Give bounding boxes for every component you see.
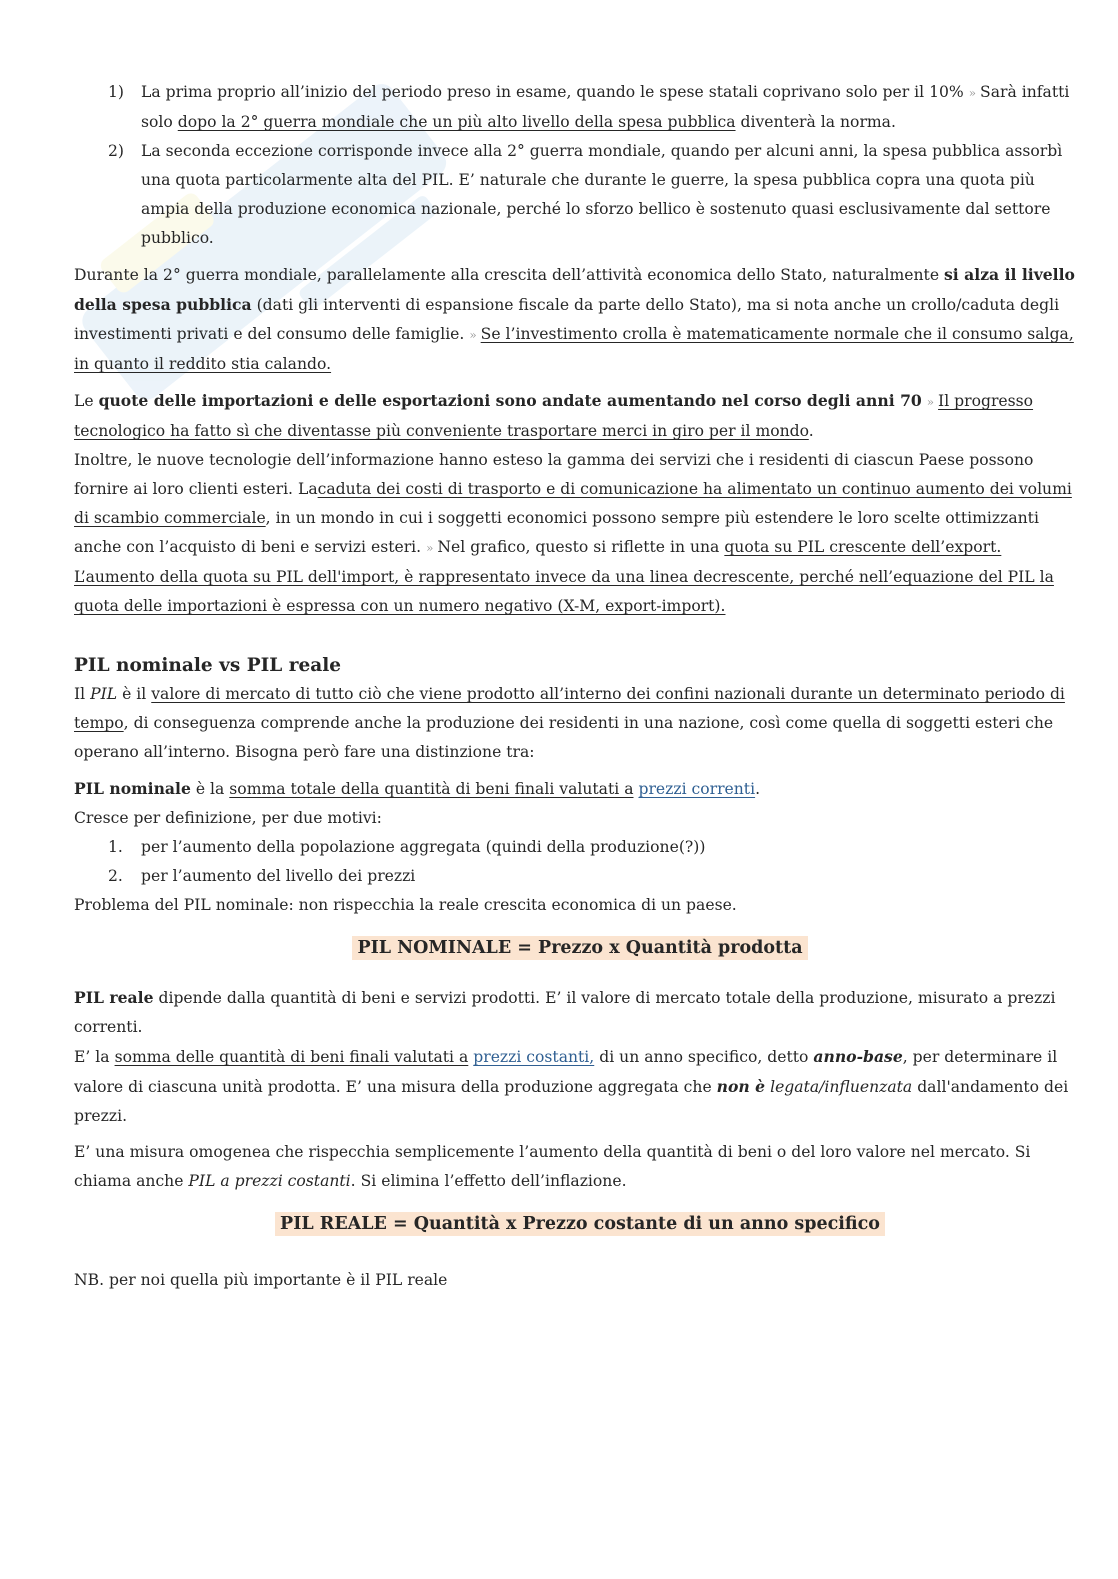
arrow-icon: » — [926, 395, 934, 409]
paragraph: Problema del PIL nominale: non rispecchia la reale crescita economica di un paese. — [74, 896, 737, 914]
formula-reale: PIL REALE = Quantità x Prezzo costante di un anno specifico — [74, 1210, 1086, 1239]
arrow-icon: » — [968, 86, 976, 100]
note: NB. per noi quella più importante è il PIL reale — [74, 1271, 448, 1289]
list-item: 1) La prima proprio all’inizio del periodo preso in esame, quando le spese statali coprivano solo per il 10% » Sarà infatti solo dopo la 2° guerra mondiale che un più alto livello della spesa pubblica diventerà la norma. — [108, 83, 1070, 131]
paragraph: PIL reale dipende dalla quantità di beni e servizi prodotti. E’ il valore di mercato totale della produzione, misurato a prezzi correnti. — [74, 988, 1056, 1036]
list-item: 2. per l’aumento del livello dei prezzi — [108, 867, 416, 885]
paragraph: Cresce per definizione, per due motivi: — [74, 809, 382, 827]
link-prezzi-costanti[interactable]: prezzi costanti, — [473, 1048, 595, 1066]
paragraph: E’ una misura omogenea che rispecchia semplicemente l’aumento della quantità di beni o del loro valore nel mercato. Si chiama anche PIL a prezzi costanti. Si elimina l’effetto dell’inflazione. — [74, 1143, 1031, 1190]
document-body — [74, 78, 1086, 1295]
list-item: 2) La seconda eccezione corrisponde invece alla 2° guerra mondiale, quando per alcuni anni, la spesa pubblica assorbì una quota particolarmente alta del PIL. E’ naturale che durante le guerre, la spesa pubblica copra una quota più ampia della produzione economica nazionale, perché lo sforzo bellico è sostenuto quasi esclusivamente dal settore pubblico. — [108, 142, 1063, 247]
list-item: 1. per l’aumento della popolazione aggregata (quindi della produzione(?)) — [108, 838, 706, 856]
arrow-icon: » — [426, 541, 433, 555]
paragraph: Inoltre, le nuove tecnologie dell’informazione hanno esteso la gamma dei servizi che i residenti di ciascun Paese possono fornire ai loro clienti esteri. Lacaduta dei costi di trasporto e di comunicazione ha alimentato un continuo aumento dei volumi di scambio commerciale, in un mondo in cui i soggetti economici possono sempre più estendere le loro scelte ottimizzanti anche con l’acquisto di beni e servizi esteri. » Nel grafico, questo si riflette in una quota su PIL crescente dell’export. L’aumento della quota su PIL dell'import, è rappresentato invece da una linea decrescente, perché nell’equazione del PIL la quota delle importazioni è espressa con un numero negativo (X-M, export-import). — [74, 451, 1072, 615]
link-prezzi-correnti[interactable]: prezzi correnti — [638, 780, 756, 798]
formula-nominale: PIL NOMINALE = Prezzo x Quantità prodotta — [74, 934, 1086, 963]
paragraph: Le quote delle importazioni e delle esportazioni sono andate aumentando nel corso degli anni 70 » Il progresso tecnologico ha fatto sì che diventasse più conveniente trasportare merci in giro per il mondo. — [74, 391, 1034, 440]
paragraph: PIL nominale è la somma totale della quantità di beni finali valutati a prezzi correnti. — [74, 779, 761, 798]
paragraph: Il PIL è il valore di mercato di tutto ciò che viene prodotto all’interno dei confini nazionali durante un determinato periodo di tempo, di conseguenza comprende anche la produzione dei residenti in una nazione, così come quella di soggetti esteri che operano all’interno. Bisogna però fare una distinzione tra: — [74, 685, 1065, 761]
paragraph: E’ la somma delle quantità di beni finali valutati a prezzi costanti, di un anno specifico, detto anno-base, per determinare il valore di ciascuna unità prodotta. E’ una misura della produzione aggregata che non è legata/influenzata dall'andamento dei prezzi. — [74, 1047, 1069, 1125]
paragraph: Durante la 2° guerra mondiale, parallelamente alla crescita dell’attività economica dello Stato, naturalmente si alza il livello della spesa pubblica (dati gli interventi di espansione fiscale da parte dello Stato), ma si nota anche un crollo/caduta degli investimenti privati e del consumo delle famiglie. » Se l’investimento crolla è matematicamente normale che il consumo salga, in quanto il reddito stia calando. — [74, 265, 1075, 373]
arrow-icon: » — [469, 328, 476, 342]
section-heading: PIL nominale vs PIL reale — [74, 655, 342, 676]
